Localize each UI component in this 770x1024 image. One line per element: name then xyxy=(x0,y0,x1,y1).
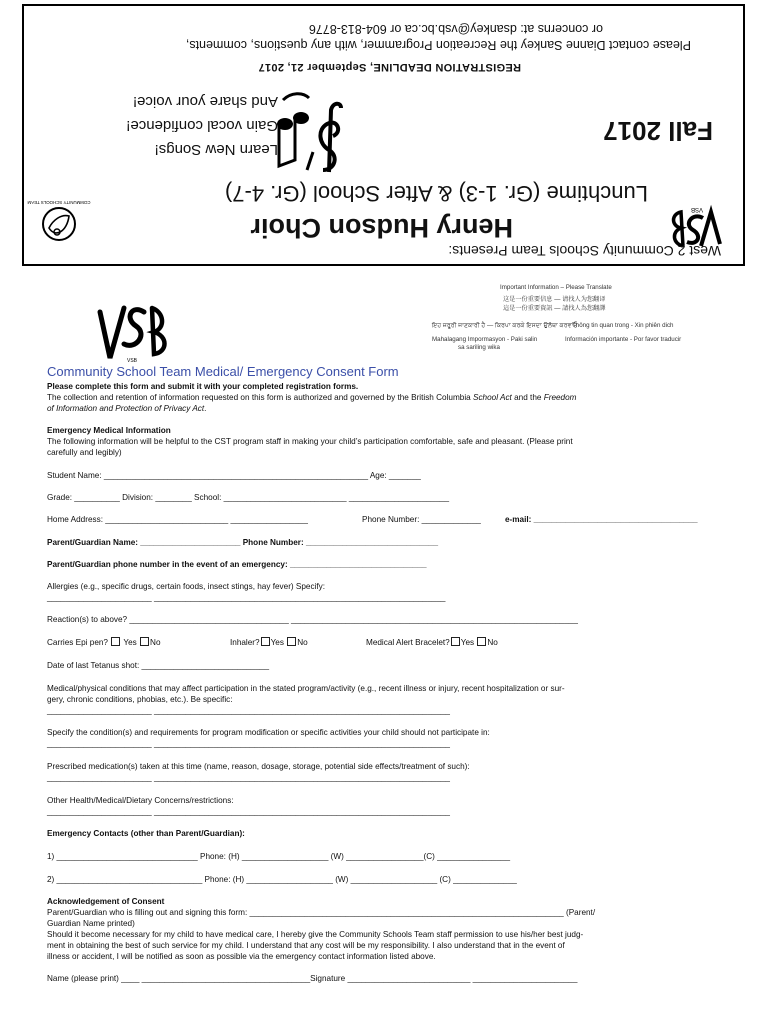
bracelet-row xyxy=(366,637,498,649)
phone-number-field[interactable]: Phone Number: _____________ xyxy=(362,515,481,524)
flyer-contact-line-1: Please contact Dianne Sankey the Recreation Programmer, with any questions, comments, xyxy=(185,38,691,52)
flyer-subtitle: Lunchtime (Gr. 1-3) & After School (Gr. 4-7) xyxy=(224,181,648,206)
vsb-logo-text: VSB xyxy=(126,358,138,364)
flyer-deadline: REGISTRATION DEADLINE, September 21, 2017 xyxy=(258,61,521,73)
allergies-label: Allergies (e.g., specific drugs, certain foods, insect stings, hay fever) Specify: xyxy=(47,582,326,591)
inhaler-row xyxy=(230,637,308,649)
flyer-bullet-1: Learn New Songs! xyxy=(154,141,278,158)
email-field[interactable]: e-mail: ____________________________________ xyxy=(505,515,698,524)
ack-text-1: Should it become necessary for my child to have medical care, I hereby give the Community Schools Team staff permission to use his/her best judg- xyxy=(47,930,584,939)
flyer-contact-line-2: or concerns at: dsankey@vsb.bc.ca or 604-813-8776 xyxy=(308,22,603,36)
collection-and: and the xyxy=(511,393,544,402)
collection-notice xyxy=(47,392,576,404)
translate-es: Información importante - Por favor traducir xyxy=(565,336,682,343)
translate-tl-line1: Mahalagang Impormasyon - Paki salin xyxy=(432,336,538,343)
emergency-contact-1-field[interactable]: 1) _______________________________ Phone: (H) ___________________ (W) _________________(C) ________________ xyxy=(47,852,511,861)
other-concerns-label: Other Health/Medical/Dietary Concerns/restrictions: xyxy=(47,796,234,805)
flyer-bullet-3: And share your voice! xyxy=(132,93,278,110)
tetanus-field[interactable]: Date of last Tetanus shot: ____________________________ xyxy=(47,661,270,670)
school-act: School Act xyxy=(473,393,512,402)
bracelet-yes-label: Yes xyxy=(460,638,475,647)
grade-division-school-field[interactable]: Grade: __________ Division: ________ School: ___________________________ ______________________ xyxy=(47,493,450,502)
inhaler-no-checkbox[interactable] xyxy=(287,637,296,646)
ack-text-3: illness or accident, I will be notified as soon as possible via the emergency contact information listed above. xyxy=(47,952,436,961)
parent-name-field[interactable]: Parent/Guardian Name: ______________________ Phone Number: _____________________________ xyxy=(47,538,439,547)
emergency-heading: Emergency Medical Information xyxy=(47,426,171,435)
bracelet-label: Medical Alert Bracelet? xyxy=(366,638,450,647)
translate-zh-traditional: 這是一份重要資訊 — 請找人為您翻譯 xyxy=(503,305,606,312)
bracelet-yes-checkbox[interactable] xyxy=(451,637,460,646)
acknowledgement-heading: Acknowledgement of Consent xyxy=(47,897,165,906)
translate-pa: ਇਹ ਜ਼ਰੂਰੀ ਜਾਣਕਾਰੀ ਹੈ — ਕਿਰਪਾ ਕਰਕੇ ਇਸਦਾ ਉਲੱਥਾ ਕਰਵਾਓ xyxy=(432,322,578,329)
inhaler-no-label: No xyxy=(297,638,308,647)
foi-act-part1: Freedom xyxy=(543,393,577,402)
flyer-season: Fall 2017 xyxy=(603,116,713,146)
cst-logo xyxy=(27,196,91,246)
emergency-desc-2: carefully and legibly) xyxy=(47,448,122,457)
flyer-rotated-content xyxy=(24,6,743,264)
medication-field[interactable]: _______________________ _________________________________________________________________ xyxy=(47,773,450,782)
emergency-contacts-heading: Emergency Contacts (other than Parent/Guardian): xyxy=(47,829,245,838)
translate-tl-line2: sa sariling wika xyxy=(458,344,500,351)
student-name-field[interactable]: Student Name: __________________________________________________________ Age: _______ xyxy=(47,471,421,480)
epipen-yes-label: Yes xyxy=(123,638,137,647)
epipen-label: Carries Epi pen? xyxy=(47,638,108,647)
home-address-field[interactable]: Home Address: ___________________________ _________________ xyxy=(47,515,308,524)
bracelet-no-checkbox[interactable] xyxy=(477,637,486,646)
other-concerns-field[interactable]: _______________________ _________________________________________________________________ xyxy=(47,807,450,816)
ack-text-2: ment in obtaining the best of such service for my child. I understand that any cost will be my responsibility. I also understand that in the event of xyxy=(47,941,565,950)
modifications-label: Specify the condition(s) and requirements for program modification or specific activities your child should not participate in: xyxy=(47,728,490,737)
foi-act-part2: of Information and Protection of Privacy Act xyxy=(47,404,205,413)
form-instruction: Please complete this form and submit it with your completed registration forms. xyxy=(47,382,359,391)
flyer-logo-text: VSB xyxy=(690,206,704,212)
conditions-label-2: gery, chronic conditions, phobias, etc.). Be specific: xyxy=(47,695,233,704)
cst-logo-text: COMMUNITY SCHOOLS TEAM xyxy=(27,200,91,205)
bracelet-no-label: No xyxy=(487,638,498,647)
inhaler-label: Inhaler? xyxy=(230,638,260,647)
ack-guardian-caption: Guardian Name printed) xyxy=(47,919,135,928)
conditions-field[interactable]: _______________________ _________________________________________________________________ xyxy=(47,706,450,715)
name-signature-field[interactable]: Name (please print) ____ _____________________________________Signature ___________________________ _______________________ xyxy=(47,974,578,983)
medication-label: Prescribed medication(s) taken at this time (name, reason, dosage, storage, potential side effects/treatment of such): xyxy=(47,762,470,771)
translate-zh-simplified: 这是一份重要信息 — 请找人为您翻译 xyxy=(503,296,606,303)
allergies-field[interactable]: _______________________ ________________________________________________________________ xyxy=(47,593,446,602)
flyer-title: Henry Hudson Choir xyxy=(250,213,513,243)
modifications-field[interactable]: _______________________ _________________________________________________________________ xyxy=(47,739,450,748)
epipen-row xyxy=(47,637,161,649)
vsb-logo xyxy=(96,298,168,364)
conditions-label-1: Medical/physical conditions that may affect participation in the stated program/activity (e.g., recent illness or injury, recent hospitalization or sur- xyxy=(47,684,565,693)
collection-text: The collection and retention of information requested on this form is authorized and governed by the British Columbia xyxy=(47,393,473,402)
reactions-field[interactable]: Reaction(s) to above? ___________________________________ _______________________________________________________________ xyxy=(47,615,578,624)
form-title: Community School Team Medical/ Emergency Consent Form xyxy=(47,364,399,379)
choir-flyer xyxy=(22,4,745,266)
emergency-contact-2-field[interactable]: 2) ________________________________ Phone: (H) ___________________ (W) ___________________ (C) ______________ xyxy=(47,875,517,884)
inhaler-yes-label: Yes xyxy=(270,638,284,647)
flyer-presents: West 2 Community Schools Team Presents: xyxy=(448,243,721,259)
parent-emergency-phone-field[interactable]: Parent/Guardian phone number in the event of an emergency: ______________________________ xyxy=(47,560,427,569)
translate-en: Important Information – Please Translate xyxy=(500,284,612,291)
translate-vi: Thông tin quan trong - Xin phiên dich xyxy=(572,322,674,329)
collection-notice-2 xyxy=(47,403,206,415)
collection-end: . xyxy=(204,404,207,413)
epipen-no-label: No xyxy=(150,638,161,647)
emergency-desc-1: The following information will be helpful to the CST program staff in making your child’s participation comfortable, safe and pleasant. (Please print xyxy=(47,437,573,446)
flyer-bullet-2: Gain vocal confidence! xyxy=(126,117,278,134)
inhaler-yes-checkbox[interactable] xyxy=(261,637,270,646)
epipen-yes-checkbox[interactable] xyxy=(111,637,120,646)
ack-guardian-field[interactable]: Parent/Guardian who is filling out and signing this form: _____________________________________________________________________ (Parent/ xyxy=(47,908,596,917)
music-notes-icon xyxy=(273,85,353,180)
epipen-no-checkbox[interactable] xyxy=(140,637,149,646)
